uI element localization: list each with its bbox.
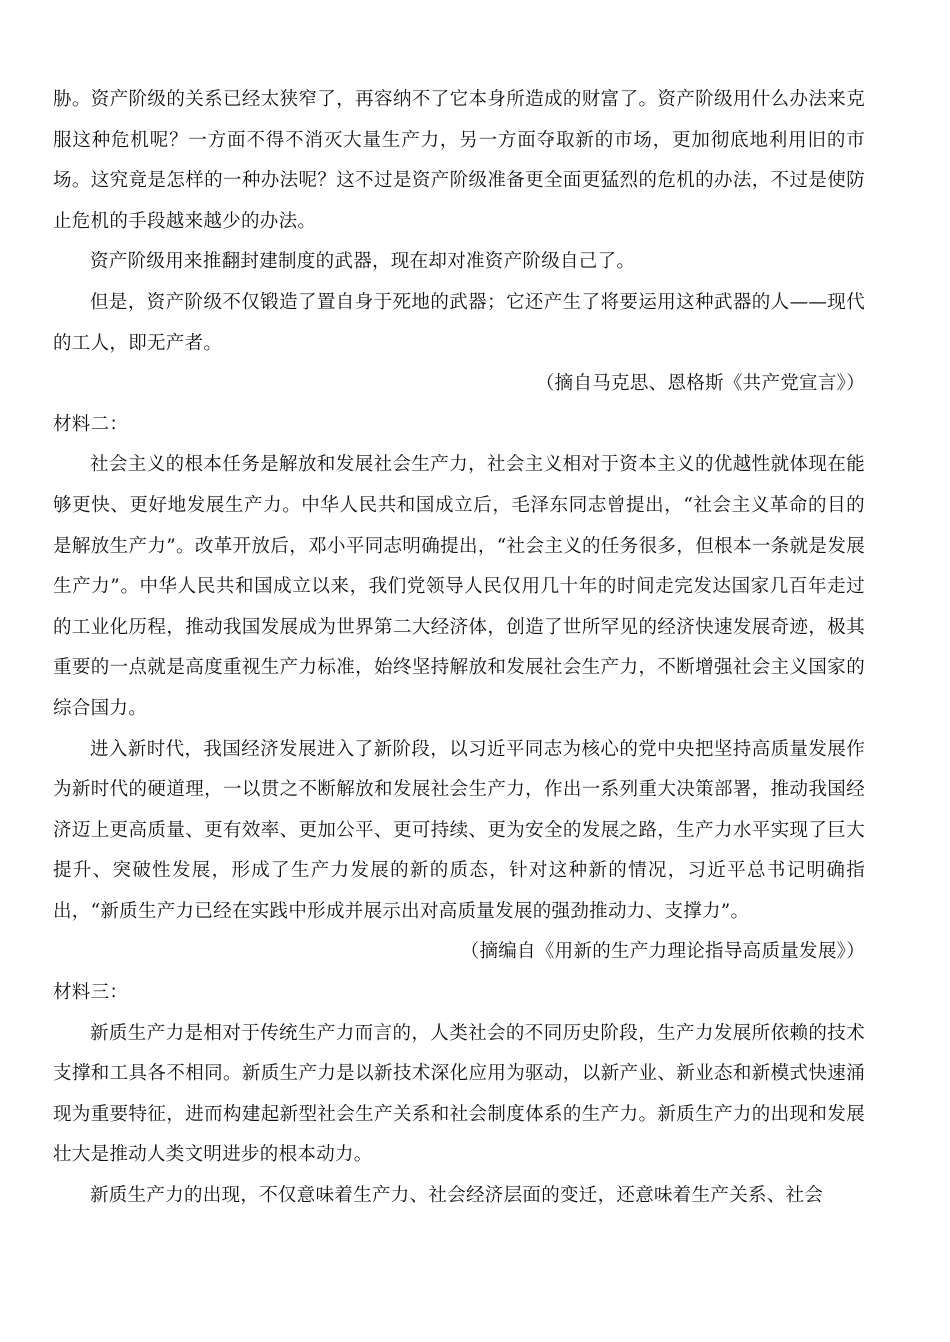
document-page [53,80,865,1217]
material1-source: （摘自马克思、恩格斯《共产党宣言》） [535,373,865,395]
material1-paragraph-2: 资产阶级用来推翻封建制度的武器，现在却对准资产阶级自己了。 [90,251,636,273]
material3-heading: 材料三： [53,982,129,1004]
material2-paragraph-1: 社会主义的根本任务是解放和发展社会生产力，社会主义相对于资本主义的优越性就体现在能够更快、更好地发展生产力。中华人民共和国成立后，毛泽东同志曾提出，“社会主义革命的目的是解放生产力”。改革开放后，邓小平同志明确提出，“社会主义的任务很多，但根本一条就是发展生产力”。中华人民共和国成立以来，我们党领导人民仅用几十年的时间走完发达国家几百年走过的工业化历程，推动我国发展成为世界第二大经济体，创造了世所罕见的经济快速发展奇迹，极其重要的一点就是高度重视生产力标准，始终坚持解放和发展社会生产力，不断增强社会主义国家的综合国力。 [53,454,865,719]
material2-source: （摘编自《用新的生产力理论指导高质量发展》） [460,941,865,963]
material1-paragraph-continued: 胁。资产阶级的关系已经太狭窄了，再容纳不了它本身所造成的财富了。资产阶级用什么办法来克服这种危机呢？一方面不得不消灭大量生产力，另一方面夺取新的市场，更加彻底地利用旧的市场。这究竟是怎样的一种办法呢？这不过是资产阶级准备更全面更猛烈的危机的办法，不过是使防止危机的手段越来越少的办法。 [53,89,865,232]
material2-heading: 材料二： [53,413,129,435]
material3-paragraph-1: 新质生产力是相对于传统生产力而言的，人类社会的不同历史阶段，生产力发展所依赖的技术支撑和工具各不相同。新质生产力是以新技术深化应用为驱动，以新产业、新业态和新模式快速涌现为重要特征，进而构建起新型社会生产关系和社会制度体系的生产力。新质生产力的出现和发展壮大是推动人类文明进步的根本动力。 [53,1022,865,1166]
material3-paragraph-2: 新质生产力的出现，不仅意味着生产力、社会经济层面的变迁，还意味着生产关系、社会 [90,1185,824,1207]
material1-paragraph-3: 但是，资产阶级不仅锻造了置自身于死地的武器；它还产生了将要运用这种武器的人——现代的工人，即无产者。 [53,291,865,354]
material2-paragraph-2: 进入新时代，我国经济发展进入了新阶段，以习近平同志为核心的党中央把坚持高质量发展作为新时代的硬道理，一以贯之不断解放和发展社会生产力，作出一系列重大决策部署，推动我国经济迈上更高质量、更有效率、更加公平、更可持续、更为安全的发展之路，生产力水平实现了巨大提升、突破性发展，形成了生产力发展的新的质态，针对这种新的情况，习近平总书记明确指出，“新质生产力已经在实践中形成并展示出对高质量发展的强劲推动力、支撑力”。 [53,738,865,922]
